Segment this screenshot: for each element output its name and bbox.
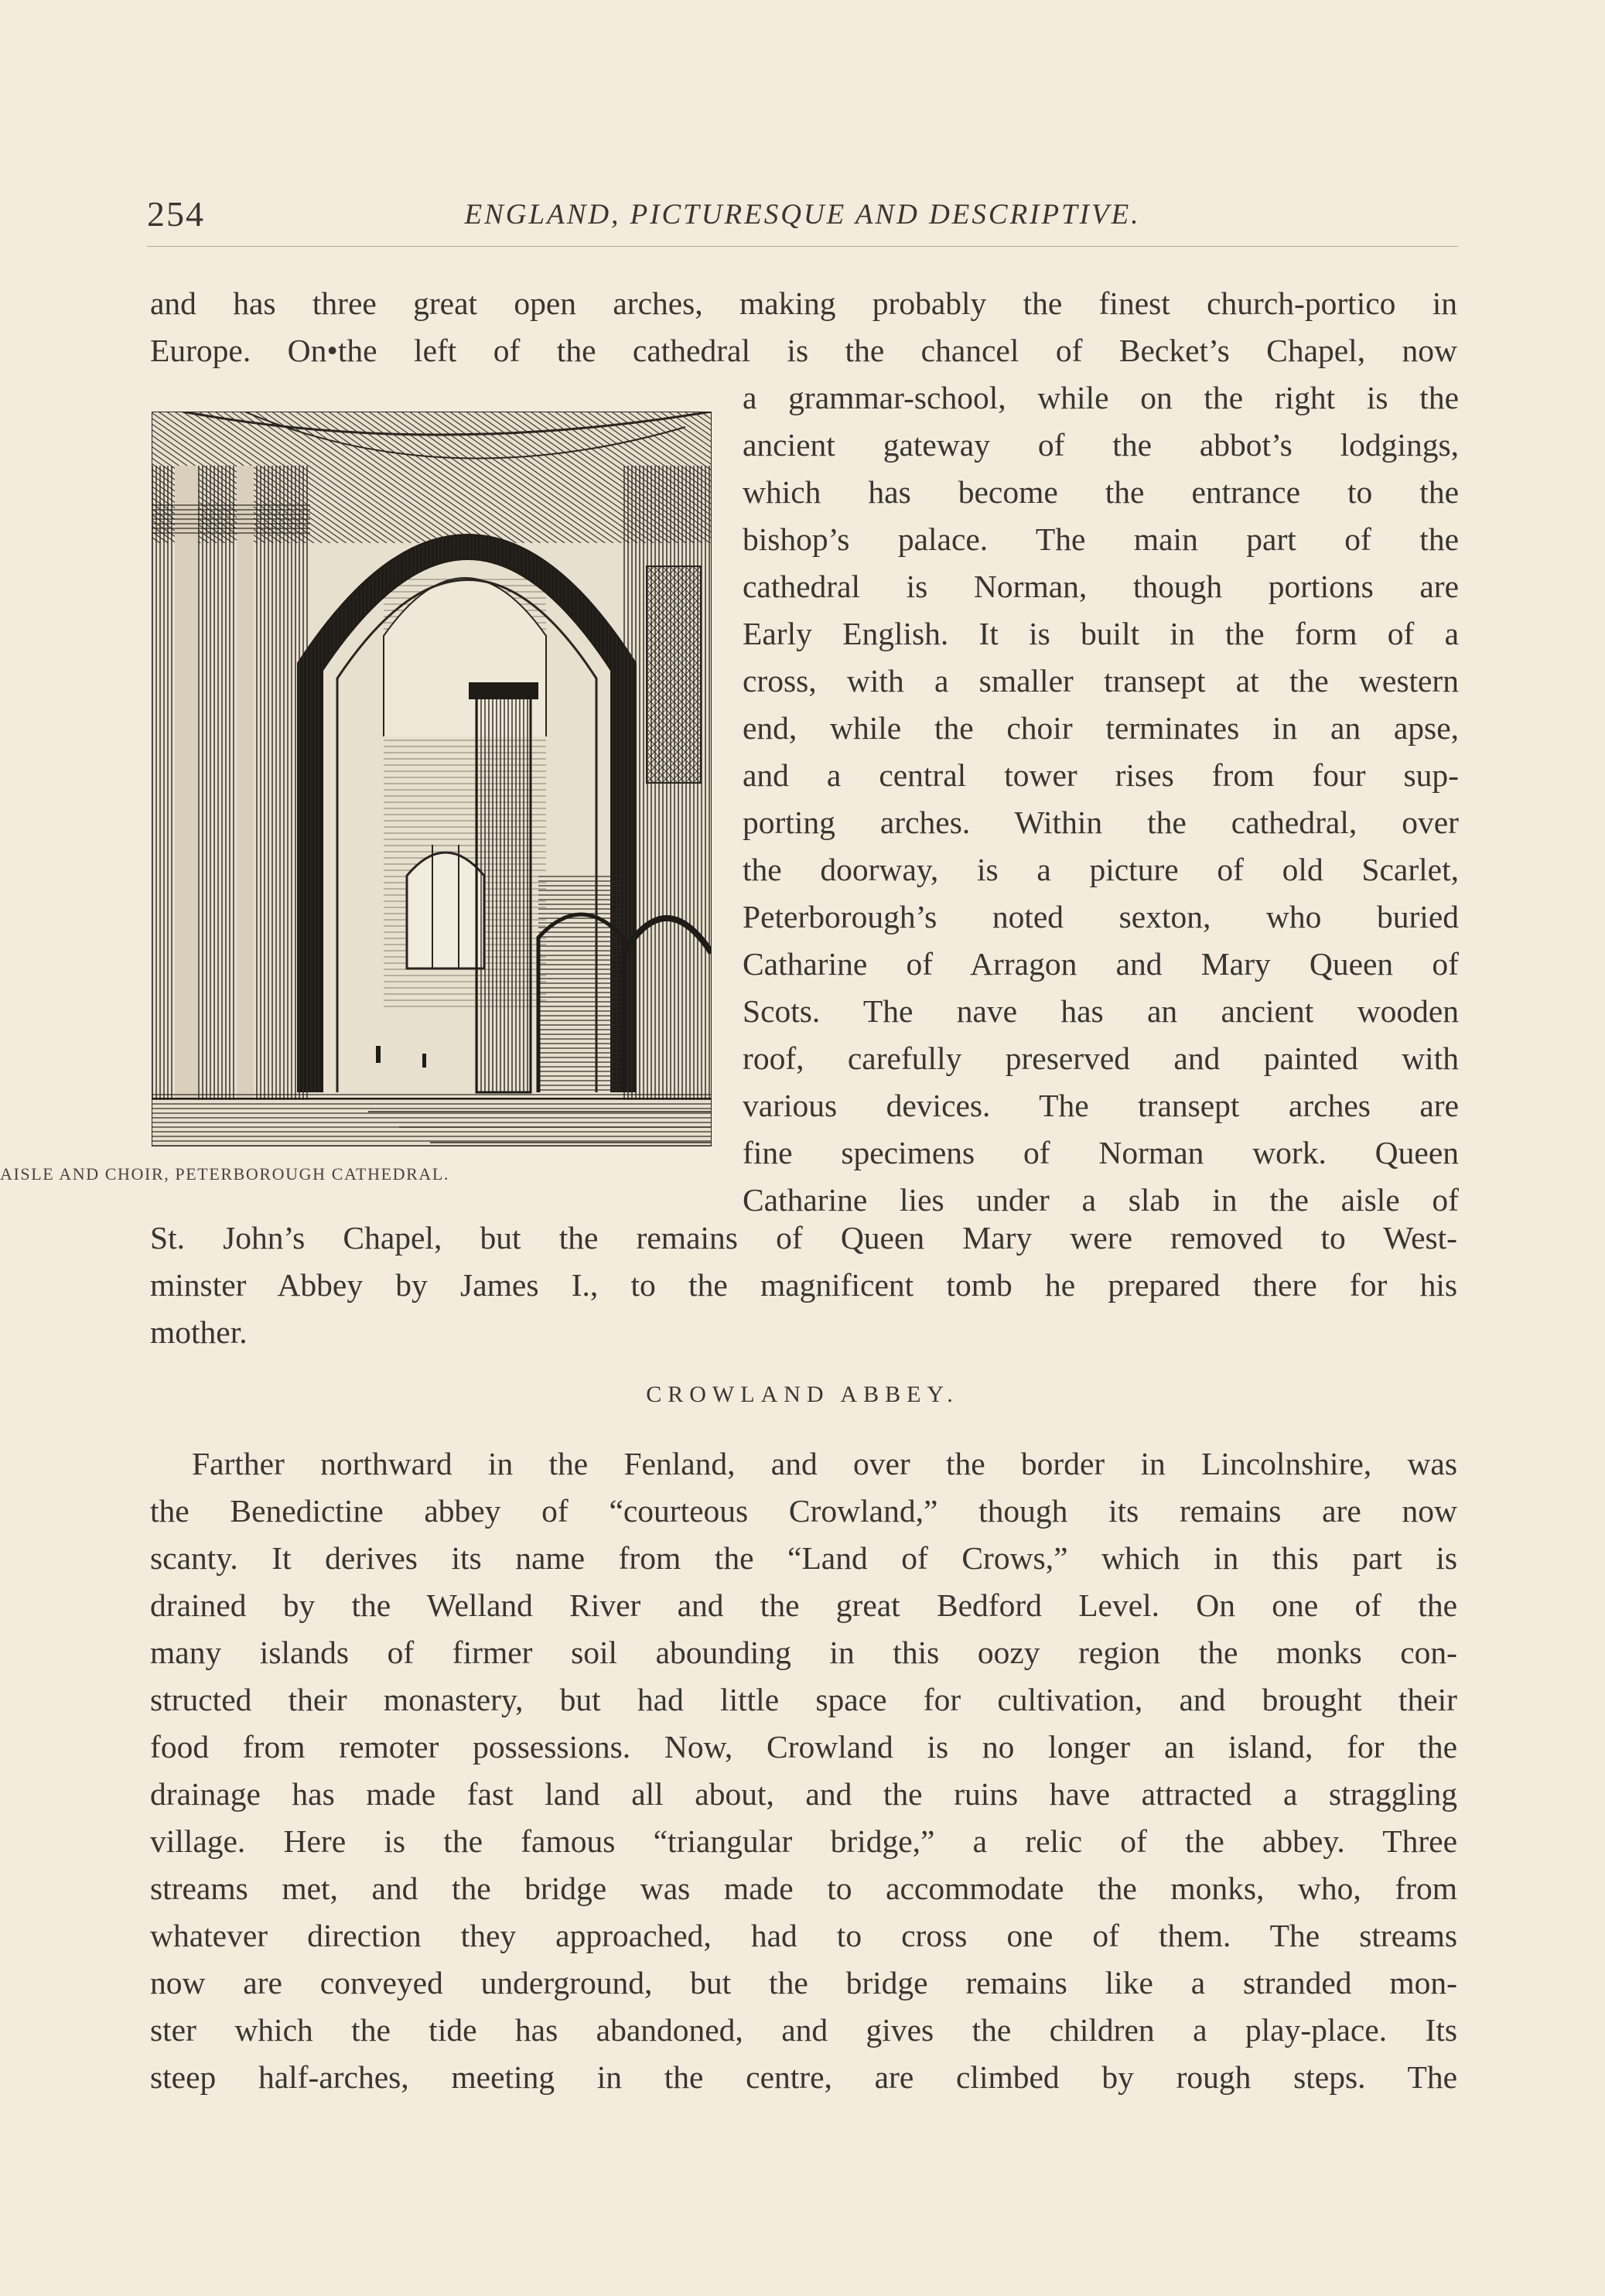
text-line: many islands of firmer soil abounding in this oozy region the monks con-: [150, 1635, 1457, 1670]
text-line: Catharine of Arragon and Mary Queen of: [743, 946, 1459, 982]
text-line: cathedral is Norman, though portions are: [743, 569, 1459, 604]
text-line: whatever direction they approached, had to cross one of them. The streams: [150, 1918, 1457, 1953]
text-line: roof, carefully preserved and painted with: [743, 1040, 1459, 1076]
text-line: minster Abbey by James I., to the magnificent tomb he prepared there for his: [150, 1267, 1457, 1303]
text-line: streams met, and the bridge was made to accommodate the monks, who, from: [150, 1871, 1457, 1906]
text-line: cross, with a smaller transept at the western: [743, 663, 1459, 699]
section-heading: CROWLAND ABBEY.: [646, 1382, 959, 1407]
opening-paragraph-top: [150, 280, 1457, 374]
header-rule: [147, 246, 1458, 247]
text-line: food from remoter possessions. Now, Crowland is no longer an island, for the: [150, 1729, 1457, 1765]
text-line: ancient gateway of the abbot’s lodgings,: [743, 427, 1459, 463]
text-line: and has three great open arches, making probably the finest church-portico in: [150, 285, 1457, 321]
page-number: 254: [147, 194, 205, 234]
text-line: fine specimens of Norman work. Queen: [743, 1135, 1459, 1170]
cathedral-engraving-figure: [152, 412, 712, 1148]
text-line: Scots. The nave has an ancient wooden: [743, 993, 1459, 1029]
text-line: village. Here is the famous “triangular bridge,” a relic of the abbey. Three: [150, 1823, 1457, 1859]
running-head: [147, 193, 1458, 248]
text-line: the doorway, is a picture of old Scarlet,: [743, 852, 1459, 887]
text-line: Peterborough’s noted sexton, who buried: [743, 899, 1459, 934]
text-line: porting arches. Within the cathedral, over: [743, 805, 1459, 840]
text-line: ster which the tide has abandoned, and gives the children a play-place. Its: [150, 2012, 1457, 2048]
text-line: Catharine lies under a slab in the aisle of: [743, 1182, 1459, 1218]
text-line: the Benedictine abbey of “courteous Crowland,” though its remains are now: [150, 1493, 1457, 1529]
text-line: St. John’s Chapel, but the remains of Queen Mary were removed to West-: [150, 1220, 1457, 1256]
text-line: now are conveyed underground, but the bridge remains like a stranded mon-: [150, 1965, 1457, 2000]
cathedral-engraving-image: [152, 412, 712, 1146]
text-line: end, while the choir terminates in an apse,: [743, 710, 1459, 746]
text-line: steep half-arches, meeting in the centre, are climbed by rough steps. The: [150, 2059, 1457, 2095]
text-line: mother.: [150, 1314, 248, 1350]
text-line: and a central tower rises from four sup-: [743, 757, 1459, 793]
text-line: which has become the entrance to the: [743, 474, 1459, 510]
text-line: scanty. It derives its name from the “Land of Crows,” which in this part is: [150, 1540, 1457, 1576]
text-line: Europe. On•the left of the cathedral is the chancel of Becket’s Chapel, now: [150, 333, 1457, 368]
text-line: Farther northward in the Fenland, and over the border in Lincolnshire, was: [192, 1446, 1457, 1481]
figure-caption: AISLE AND CHOIR, PETERBOROUGH CATHEDRAL.: [0, 1164, 450, 1184]
text-line: drainage has made fast land all about, and the ruins have attracted a straggling: [150, 1776, 1457, 1812]
text-line: structed their monastery, but had little space for cultivation, and brought their: [150, 1682, 1457, 1717]
opening-paragraph-bottom: [150, 1215, 1457, 1356]
text-line: drained by the Welland River and the great Bedford Level. On one of the: [150, 1587, 1457, 1623]
text-line: various devices. The transept arches are: [743, 1088, 1459, 1123]
text-line: bishop’s palace. The main part of the: [743, 521, 1459, 557]
text-line: a grammar-school, while on the right is the: [743, 380, 1459, 415]
wrapped-column-text: [743, 374, 1459, 1224]
text-line: Early English. It is built in the form of a: [743, 616, 1459, 651]
crowland-paragraph: [150, 1440, 1457, 2101]
running-title: ENGLAND, PICTURESQUE AND DESCRIPTIVE.: [464, 199, 1141, 231]
